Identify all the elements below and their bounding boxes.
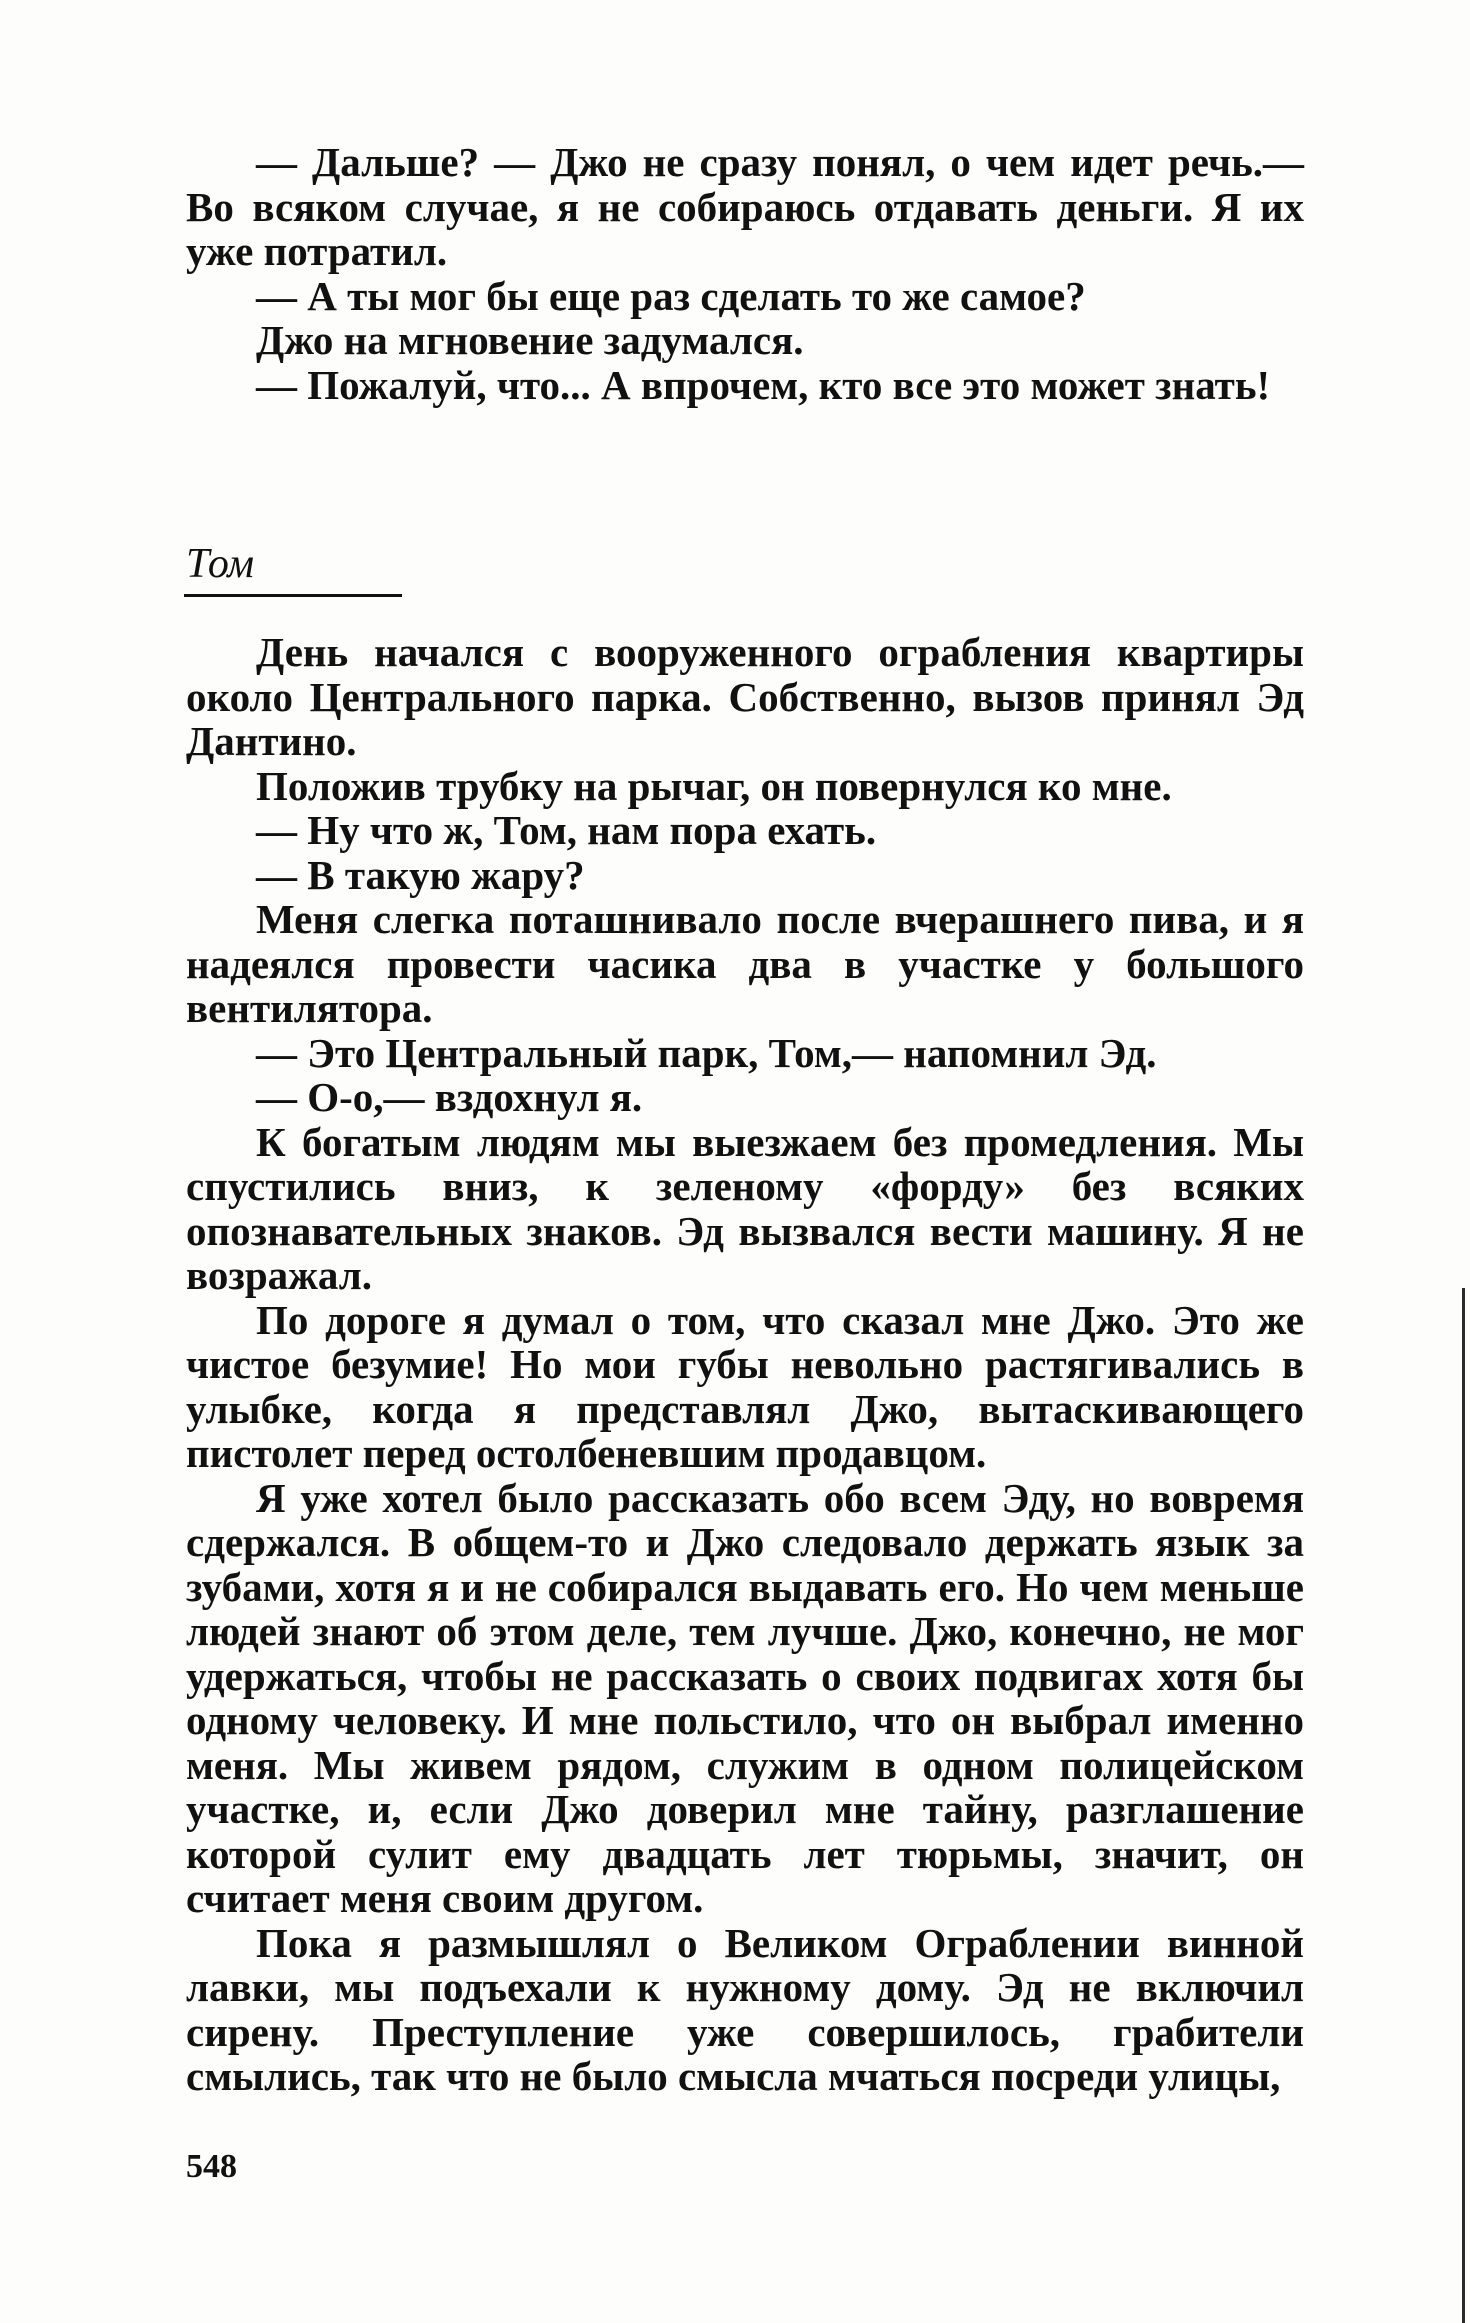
paragraph: День начался с вооруженного ограбления квартиры около Центрального парка. Собственно, вызов принял Эд Дантино. — [186, 629, 1304, 764]
paragraph: — А ты мог бы еще раз сделать то же самое? — [256, 272, 1086, 319]
paragraph: — Дальше? — Джо не сразу понял, о чем идет речь.— Во всяком случае, я не собираюсь отдавать деньги. Я их уже потратил. — [186, 139, 1304, 274]
paragraph: — В такую жару? — [256, 851, 585, 898]
section-title: Том — [186, 541, 255, 587]
top-dialogue — [186, 140, 1304, 407]
paragraph: К богатым людям мы выезжаем без промедления. Мы спустились вниз, к зеленому «форду» без всяких опознавательных знаков. Эд вызвался вести машину. Я не возражал. — [186, 1118, 1304, 1298]
paragraph: Положив трубку на рычаг, он повернулся ко мне. — [256, 762, 1172, 809]
paragraph: Я уже хотел было рассказать обо всем Эду, но вовремя сдержался. В общем-то и Джо следовало держать язык за зубами, хотя я и не собирался выдавать его. Но чем меньше людей знают об этом деле, тем лучше. Джо, конечно, не мог удержаться, чтобы не рассказать о своих подвигах хотя бы одному человеку. И мне польстило, что он выбрал именно меня. Мы живем рядом, служим в одном полицейском участке, и, если Джо доверил мне тайну, разглашение которой сулит ему двадцать лет тюрьмы, значит, он считает меня своим другом. — [186, 1474, 1304, 1921]
body-text — [186, 630, 1304, 2099]
page-edge-shadow — [1462, 1288, 1465, 2323]
paragraph: — Ну что ж, Том, нам пора ехать. — [256, 807, 877, 853]
section-title-rule — [184, 594, 402, 597]
paragraph: Джо на мгновение задумался. — [256, 317, 804, 363]
page-number: 548 — [186, 2148, 237, 2185]
paragraph: — Это Центральный парк, Том,— напомнил Эд. — [256, 1029, 1157, 1076]
paragraph: Пока я размышлял о Великом Ограблении винной лавки, мы подъехали к нужному дому. Эд не включил сирену. Преступление уже совершилось, грабители смылись, так что не было смысла мчаться посреди улицы, — [186, 1919, 1304, 2099]
paragraph: — Пожалуй, что... А впрочем, кто все это может знать! — [256, 361, 1271, 408]
paragraph: — О-о,— вздохнул я. — [256, 1074, 643, 1120]
paragraph: По дороге я думал о том, что сказал мне Джо. Это же чистое безумие! Но мои губы невольно растягивались в улыбке, когда я представлял Джо, вытаскивающего пистолет перед остолбеневшим продавцом. — [186, 1296, 1304, 1476]
paragraph: Меня слегка поташнивало после вчерашнего пива, и я надеялся провести часика два в участке у большого вентилятора. — [186, 896, 1304, 1031]
